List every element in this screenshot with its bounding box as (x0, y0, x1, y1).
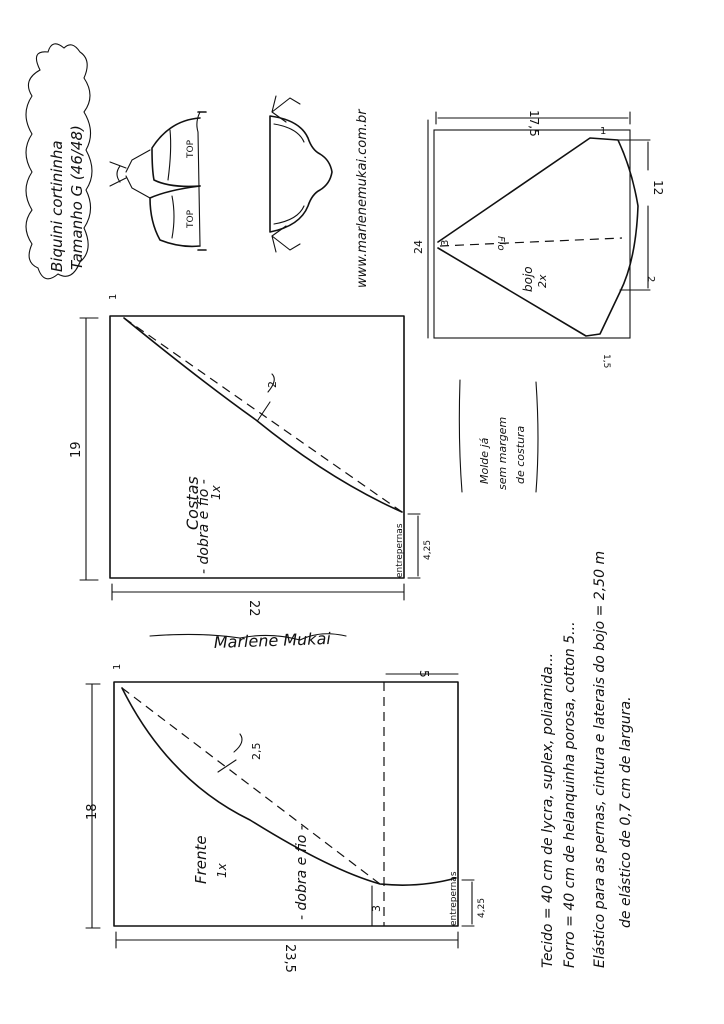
note-elastic-width: de elástico de 0,7 cm de largura. (618, 696, 634, 928)
costas-qty: 1x (209, 485, 223, 500)
bojo-width: 17,5 (527, 110, 541, 137)
seam-note-line3: de costura (514, 425, 527, 484)
bojo-dim-curve-depth: 2 (645, 276, 656, 283)
bojo-dim-top-corner: 1 (600, 126, 607, 137)
bojo-label: bojo (521, 266, 535, 292)
title-line2: Tamanho G (46/48) (68, 125, 86, 270)
seam-note-line1: Molde já (478, 437, 491, 484)
costas-top-offset: 1 (108, 293, 119, 300)
frente-qty: 1x (215, 863, 229, 878)
frente-label: Frente (192, 835, 210, 884)
bojo-side-curve: 12 (651, 180, 665, 196)
frente-width: 23,5 (282, 944, 297, 973)
bojo-grain: Fio (495, 236, 506, 251)
frente-crotch-width: 4,25 (477, 897, 487, 918)
costas-curve-depth: 2 (266, 381, 279, 388)
signature-text: Marlene Mukai (213, 628, 332, 652)
bojo-piece (428, 112, 650, 338)
top-tag-1: TOP (186, 139, 196, 158)
frente-fold: - dobra e fio - (294, 825, 310, 920)
bikini-bottom-sketch (270, 96, 332, 252)
costas-fold: - dobra e fio - (196, 479, 212, 574)
costas-crotch-width: 4,25 (423, 539, 433, 560)
bojo-qty: 2x (536, 274, 549, 288)
frente-top-width: 5 (417, 670, 431, 678)
frente-crotch: entrepernas (449, 871, 459, 926)
seam-note-line2: sem margem (496, 416, 509, 490)
bojo-dim-left-mid: 3 (440, 239, 451, 246)
note-elastic: Elástico para as pernas, cintura e laterais do bojo = 2,50 m (592, 550, 608, 968)
note-fabric: Tecido = 40 cm de lycra, suplex, poliamida... (540, 652, 556, 968)
bikini-top-sketch (110, 112, 206, 250)
frente-top-offset: 1 (112, 663, 123, 670)
costas-width: 22 (246, 600, 261, 617)
costas-height: 19 (69, 441, 84, 458)
website-url: www.marlenemukai.com.br (355, 109, 370, 288)
frente-crotch-offset: 3 (370, 905, 383, 912)
note-lining: Forro = 40 cm de helanquinha porosa, cotton 5... (562, 621, 578, 968)
top-tag-2: TOP (186, 209, 196, 228)
bojo-height: 24 (412, 240, 425, 254)
bojo-dim-bottom-right: 1,5 (601, 354, 611, 369)
costas-label: Costas (183, 476, 202, 530)
frente-curve-depth: 2,5 (250, 742, 263, 760)
frente-piece (86, 674, 474, 948)
costas-piece (80, 316, 420, 600)
frente-height: 18 (85, 803, 100, 820)
title-line1: Biquini cortininha (48, 140, 66, 272)
costas-crotch: entrepernas (395, 523, 405, 578)
